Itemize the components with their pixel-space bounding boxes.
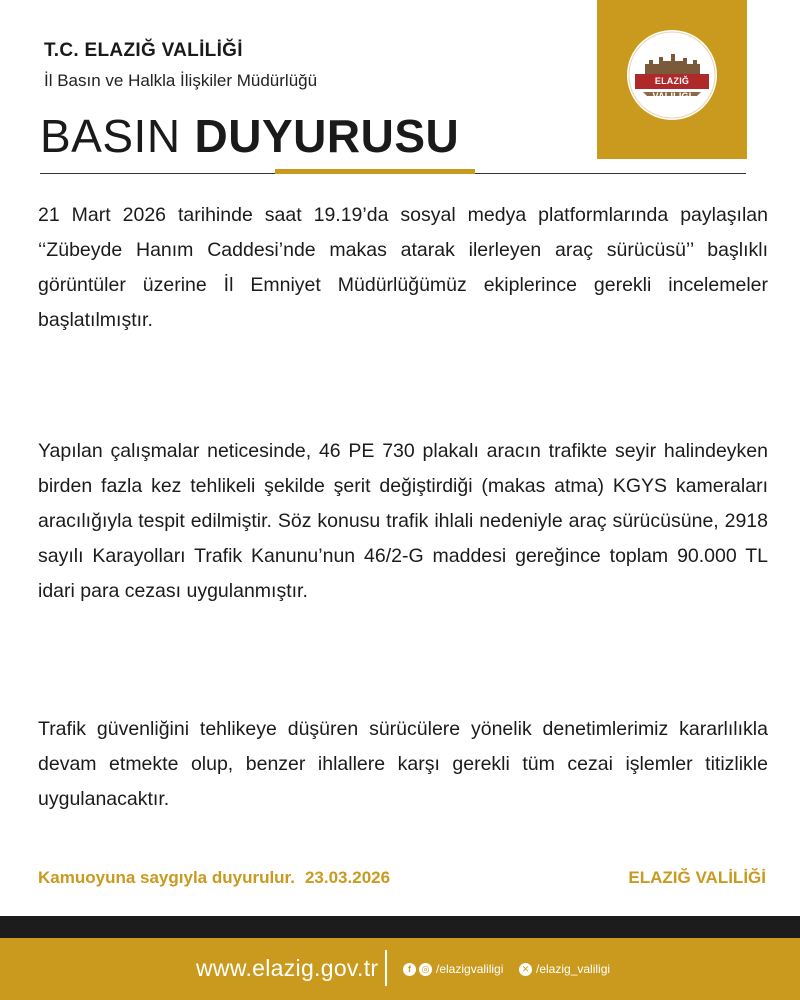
paragraph-3: Trafik güvenliğini tehlikeye düşüren sürücülere yönelik denetimlerimiz kararlılıkla devam etmekte olup, benzer ihlallere karşı gerekli tüm cezai işlemler titizlikle uygulanacaktır. [38,718,768,810]
signature: ELAZIĞ VALİLİĞİ [628,868,766,887]
instagram-icon[interactable]: ◎ [419,963,432,976]
footer-divider [385,950,387,986]
department-name: İl Basın ve Halkla İlişkiler Müdürlüğü [44,71,318,90]
organization-name: T.C. ELAZIĞ VALİLİĞİ [44,40,243,61]
closing-date: 23.03.2026 [304,868,391,887]
castle-emblem-icon [627,30,717,120]
x-icon[interactable]: ✕ [519,963,532,976]
page-title [40,108,459,164]
closing-line [38,868,390,888]
website-link[interactable]: www.elazig.gov.tr [196,955,379,981]
paragraph-1: 21 Mart 2026 tarihinde saat 19.19’da sosyal medya platformlarında paylaşılan ‘‘Zübeyde Hanım Caddesi’nde makas atarak ilerleyen araç sürücüsü’’ başlıklı görüntüler üzerine İl Emniyet Müdürlüğümüz ekiplerince gerekli incelemeler başlatılmıştır. [38,204,768,331]
social-handle-2[interactable]: /elazig_valiligi [536,962,611,976]
paragraph-2: Yapılan çalışmalar neticesinde, 46 PE 730 plakalı aracın trafikte seyir halindeyken birden fazla kez tehlikeli şekilde şerit değiştirdiği (makas atma) KGYS kameraları aracılığıyla tespit edilmiştir. Söz konusu trafik ihlali nedeniyle araç sürücüsüne, 2918 sayılı Karayolları Trafik Kanunu’nun 46/2-G maddesi gereğince toplam 90.000 TL idari para cezası uygulanmıştır. [38,440,768,602]
facebook-icon[interactable]: f [403,963,416,976]
closing-text: Kamuoyuna saygıyla duyurulur. [38,868,295,887]
social-handle-1[interactable]: /elazigvaliligi [436,962,504,976]
header-accent-rule [275,169,475,174]
logo-text: ELAZIĞ VALİLİĞİ [635,74,709,89]
title-bold: DUYURUSU [194,110,460,162]
footer-bar [0,938,800,1000]
footer-band [0,916,800,938]
title-thin: BASIN [40,110,181,162]
